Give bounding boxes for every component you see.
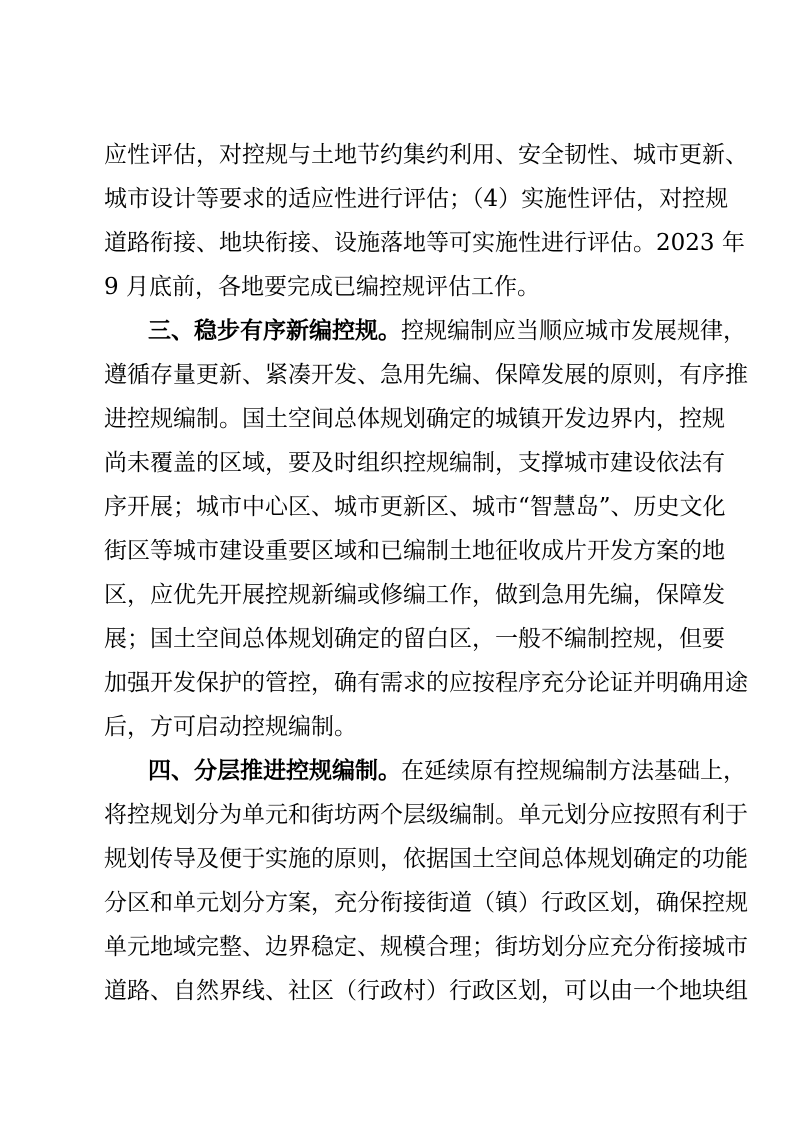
body-text-line: 街区等城市建设重要区域和已编制土地征收成片开发方案的地	[104, 538, 725, 564]
body-text-line: 加强开发保护的管控，确有需求的应按程序充分论证并明确用途	[104, 670, 748, 696]
body-text-line: 后，方可启动控规编制。	[104, 714, 357, 740]
section-heading-line: 四、分层推进控规编制。在延续原有控规编制方法基础上，	[148, 758, 746, 784]
body-text-line: 将控规划分为单元和街坊两个层级编制。单元划分应按照有利于	[104, 802, 748, 828]
body-text-line: 序开展；城市中心区、城市更新区、城市“智慧岛”、历史文化	[104, 494, 726, 520]
body-text-line: 分区和单元划分方案，充分衔接街道（镇）行政区划，确保控规	[104, 890, 748, 916]
body-text-line: 规划传导及便于实施的原则，依据国土空间总体规划确定的功能	[104, 846, 748, 872]
body-text-line: 区，应优先开展控规新编或修编工作，做到急用先编，保障发	[104, 582, 725, 608]
body-text-line: 尚未覆盖的区域，要及时组织控规编制，支撑城市建设依法有	[104, 450, 725, 476]
body-text-line: 9 月底前，各地要完成已编控规评估工作。	[104, 274, 540, 300]
body-text-line: 展；国土空间总体规划确定的留白区，一般不编制控规，但要	[104, 626, 725, 652]
section-heading: 三、稳步有序新编控规。	[148, 318, 401, 344]
body-text-line: 道路衔接、地块衔接、设施落地等可实施性进行评估。2023 年	[104, 230, 745, 256]
section-heading: 四、分层推进控规编制。	[148, 758, 401, 784]
body-text-line: 进控规编制。国土空间总体规划确定的城镇开发边界内，控规	[104, 406, 725, 432]
body-text-line: 应性评估，对控规与土地节约集约利用、安全韧性、城市更新、	[104, 142, 748, 168]
body-text-line: 道路、自然界线、社区（行政村）行政区划，可以由一个地块组	[104, 978, 748, 1004]
body-text-line: 城市设计等要求的适应性进行评估；（4）实施性评估，对控规	[104, 186, 729, 212]
section-heading-line: 三、稳步有序新编控规。控规编制应当顺应城市发展规律，	[148, 318, 746, 344]
body-text-line: 单元地域完整、边界稳定、规模合理；街坊划分应充分衔接城市	[104, 934, 748, 960]
body-text-line: 遵循存量更新、紧凑开发、急用先编、保障发展的原则，有序推	[104, 362, 748, 388]
